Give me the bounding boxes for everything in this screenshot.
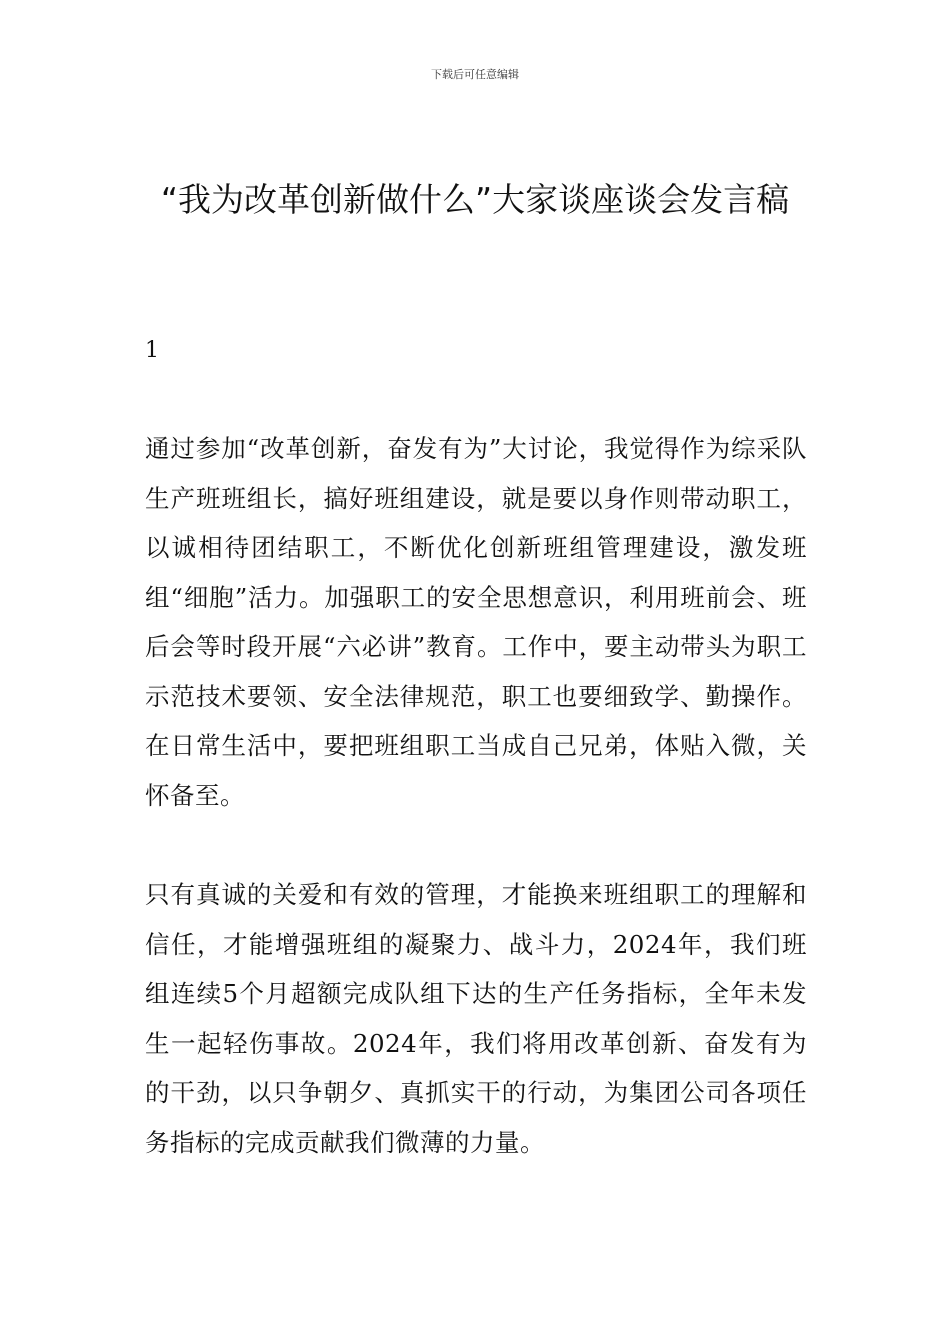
body-paragraph-2: 只有真诚的关爱和有效的管理，才能换来班组职工的理解和信任，才能增强班组的凝聚力、战斗力，2024年，我们班组连续5个月超额完成队组下达的生产任务指标，全年未发生一起轻伤事故。2024年，我们将用改革创新、奋发有为的干劲，以只争朝夕、真抓实干的行动，为集团公司各项任务指标的完成贡献我们微薄的力量。 (145, 880, 807, 1157)
section-number: 1 (145, 338, 159, 363)
body-paragraph-1: 通过参加“改革创新，奋发有为”大讨论，我觉得作为综采队生产班班组长，搞好班组建设，就是要以身作则带动职工，以诚相待团结职工，不断优化创新班组管理建设，激发班组“细胞”活力。加强职工的安全思想意识，利用班前会、班后会等时段开展“六必讲”教育。工作中，要主动带头为职工示范技术要领、安全法律规范，职工也要细致学、勤操作。在日常生活中，要把班组职工当成自己兄弟，体贴入微，关怀备至。 (145, 434, 807, 810)
document-title: “我为改革创新做什么”大家谈座谈会发言稿 (160, 180, 790, 219)
page-header-watermark: 下载后可任意编辑 (431, 68, 519, 81)
